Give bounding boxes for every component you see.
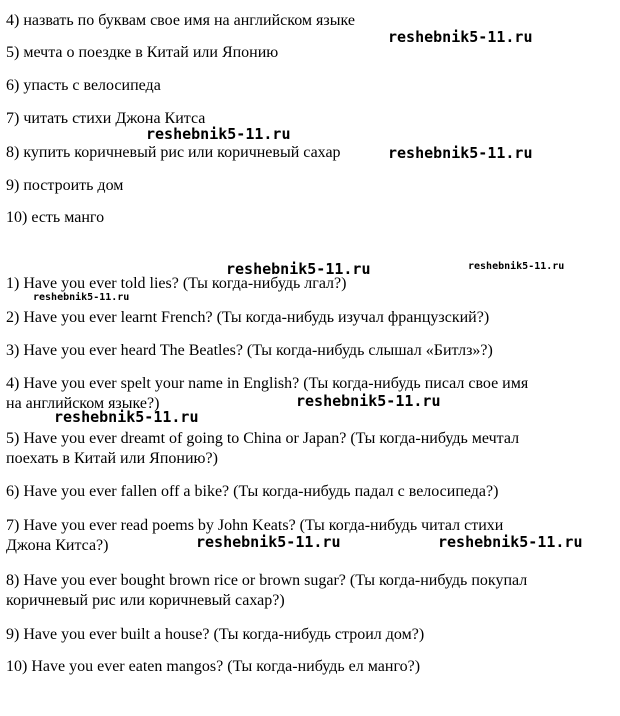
- watermark: reshebnik5-11.ru: [196, 533, 341, 551]
- task-line-5: 5) мечта о поездке в Китай или Японию: [6, 44, 279, 61]
- task-line-4: 4) назвать по буквам свое имя на английском языке: [6, 12, 355, 29]
- watermark: reshebnik5-11.ru: [226, 260, 371, 278]
- answer-line-5: 5) Have you ever dreamt of going to China or Japan? (Ты когда-нибудь мечтал: [6, 430, 520, 447]
- watermark: reshebnik5-11.ru: [54, 408, 199, 426]
- answer-line-8-cont: коричневый рис или коричневый сахар?): [6, 592, 285, 609]
- answer-line-4: 4) Have you ever spelt your name in English? (Ты когда-нибудь писал свое имя: [6, 375, 529, 392]
- watermark: reshebnik5-11.ru: [438, 533, 583, 551]
- answer-line-8: 8) Have you ever bought brown rice or brown sugar? (Ты когда-нибудь покупал: [6, 572, 528, 589]
- answer-line-5-cont: поехать в Китай или Японию?): [6, 450, 218, 467]
- answer-line-4-cont: на английском языке?): [6, 395, 160, 412]
- watermark: reshebnik5-11.ru: [296, 392, 441, 410]
- task-line-6: 6) упасть с велосипеда: [6, 77, 161, 94]
- watermark: reshebnik5-11.ru: [388, 28, 533, 46]
- answer-line-2: 2) Have you ever learnt French? (Ты когда-нибудь изучал французский?): [6, 309, 490, 326]
- task-line-7: 7) читать стихи Джона Китса: [6, 110, 206, 127]
- task-line-8: 8) купить коричневый рис или коричневый сахар: [6, 144, 341, 161]
- answer-line-7: 7) Have you ever read poems by John Keats? (Ты когда-нибудь читал стихи: [6, 517, 504, 534]
- watermark: reshebnik5-11.ru: [388, 144, 533, 162]
- answer-line-3: 3) Have you ever heard The Beatles? (Ты когда-нибудь слышал «Битлз»?): [6, 342, 493, 359]
- answer-line-6: 6) Have you ever fallen off a bike? (Ты когда-нибудь падал с велосипеда?): [6, 483, 499, 500]
- task-line-10: 10) есть манго: [6, 209, 105, 226]
- task-line-9: 9) построить дом: [6, 177, 124, 194]
- answer-line-9: 9) Have you ever built a house? (Ты когда-нибудь строил дом?): [6, 626, 425, 643]
- answer-line-10: 10) Have you ever eaten mangos? (Ты когда-нибудь ел манго?): [6, 658, 421, 675]
- answer-line-1: 1) Have you ever told lies? (Ты когда-нибудь лгал?): [6, 275, 347, 292]
- watermark: reshebnik5-11.ru: [33, 292, 130, 303]
- answer-line-7-cont: Джона Китса?): [6, 537, 109, 554]
- watermark: reshebnik5-11.ru: [468, 261, 565, 272]
- watermark: reshebnik5-11.ru: [146, 125, 291, 143]
